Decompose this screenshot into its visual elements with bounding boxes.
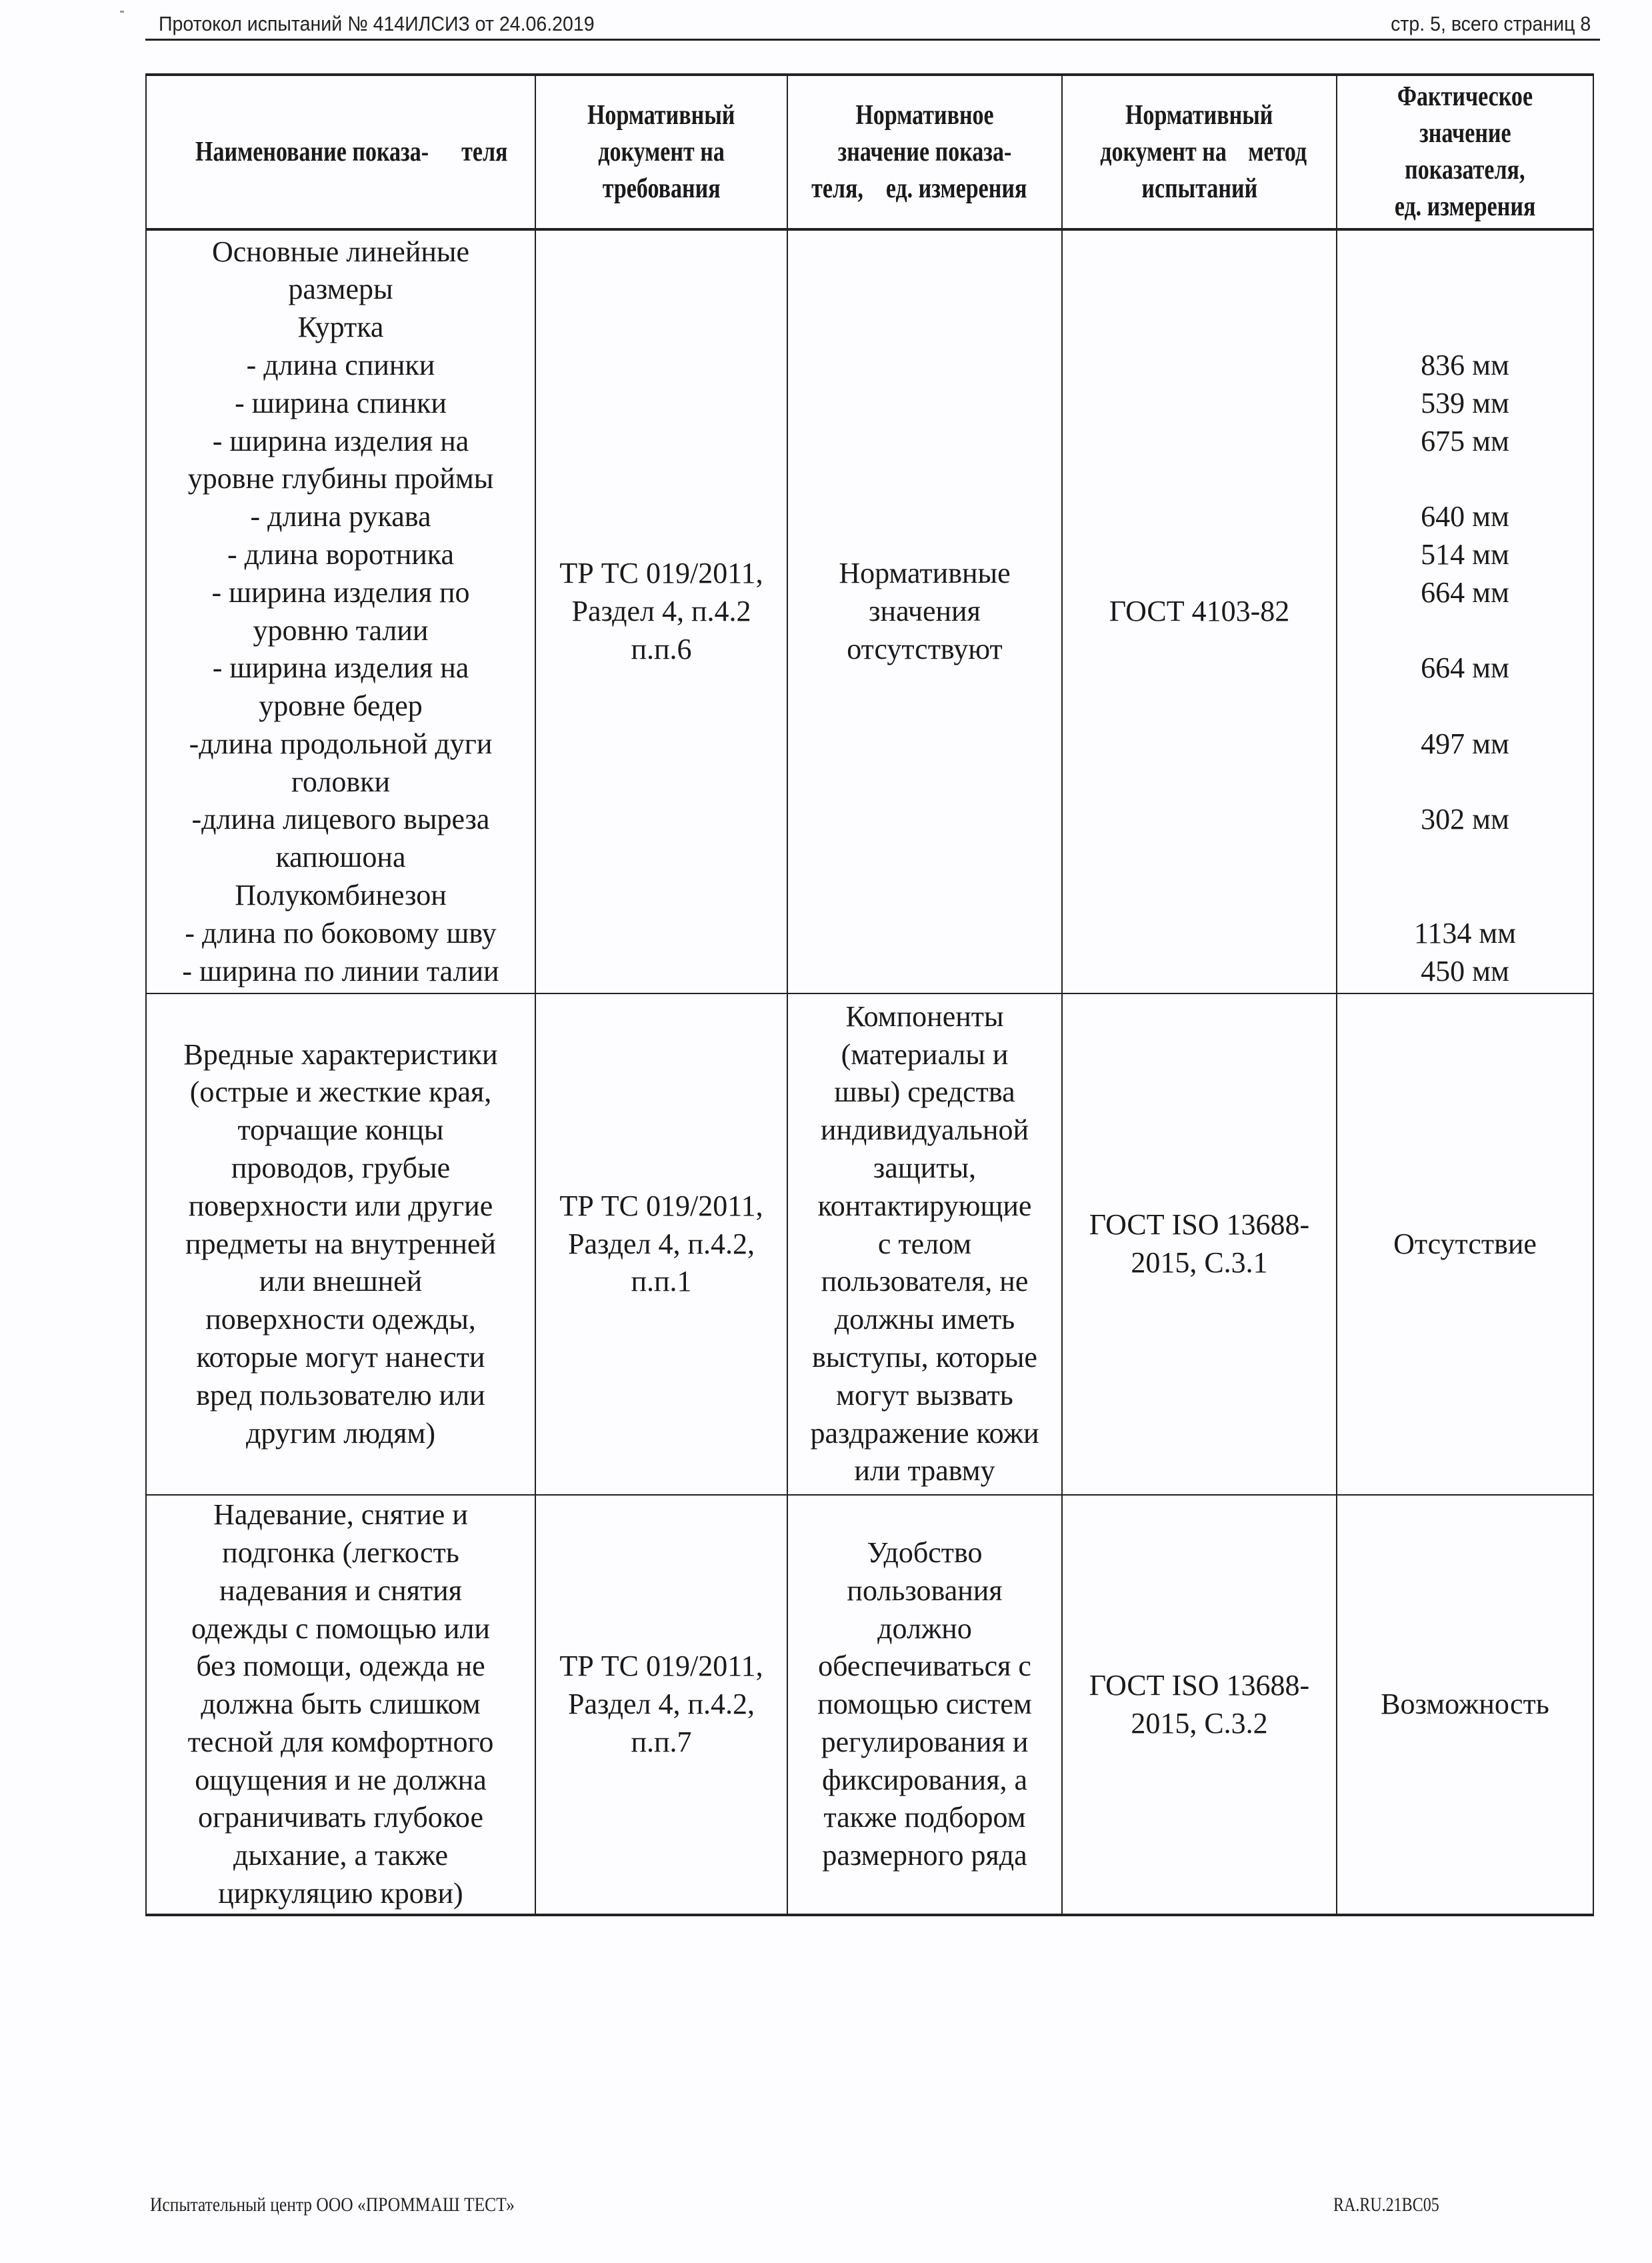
header-text: теля, (811, 173, 864, 204)
cell-text-line: без помощи, одежда не (196, 1650, 485, 1683)
cell-text-line: пользования (847, 1574, 1003, 1607)
cell-text-line: головки (291, 765, 391, 798)
header-text-line (878, 171, 1035, 207)
cell-text-line: торчащие концы (237, 1113, 444, 1147)
cell-text-line: 836 мм (1421, 348, 1509, 381)
header-text-line (1135, 171, 1263, 207)
header-text-line (579, 97, 743, 134)
cell-text-line: тесной для комфортного (187, 1725, 494, 1758)
footer-organization: Испытательный центр ООО «ПРОММАШ ТЕСТ» (150, 2194, 515, 2216)
cell-text-line: - ширина изделия на (212, 651, 469, 685)
header-text: метод (1248, 136, 1307, 167)
cell-text-line: регулирования и (821, 1725, 1029, 1758)
cell-text-line: значения (869, 595, 981, 628)
cell-text-line: Отсутствие (1393, 1227, 1537, 1260)
cell-text-line: подгонка (легкость (222, 1536, 459, 1569)
blank-line (1340, 460, 1590, 498)
cell-text-line: или внешней (259, 1265, 423, 1298)
header-text-line (459, 134, 511, 171)
header-text-line (1398, 152, 1531, 189)
cell-text-line: Возможность (1381, 1688, 1549, 1721)
cell-text-line: - ширина изделия на (212, 424, 469, 457)
cell-text-line: 664 мм (1421, 575, 1509, 609)
column-header-indicator (146, 75, 535, 229)
cell-text-line: -длина продольной дуги (189, 727, 493, 760)
column-header-actual-value (1337, 75, 1593, 229)
header-text-line (183, 134, 442, 171)
header-text: показателя, (1405, 155, 1525, 185)
cell-text-line: ТР ТС 019/2011, (559, 557, 763, 590)
cell-text-line: Компоненты (845, 999, 1004, 1033)
blank-line (1340, 763, 1590, 801)
header-text: значение (1419, 118, 1511, 149)
cell-text-line: которые могут нанести (196, 1340, 485, 1374)
cell-text-line: Удобство (867, 1536, 983, 1569)
normative-value-cell (787, 229, 1062, 993)
cell-text-line: одежды с помощью или (191, 1612, 490, 1645)
cell-text-line: уровню талии (253, 613, 429, 647)
page-info: стр. 5, всего страниц 8 (1390, 12, 1591, 35)
actual-value-cell (1337, 229, 1593, 993)
header-text-line (809, 171, 866, 207)
cell-text-line: циркуляцию крови) (218, 1877, 463, 1910)
cell-text-line: предметы на внутренней (185, 1227, 496, 1260)
cell-text-line: - длина по боковому шву (185, 916, 497, 949)
cell-text-line: должна быть слишком (201, 1688, 481, 1721)
footer-accreditation: RA.RU.21ВС05 (1333, 2194, 1439, 2216)
cell-text-line: п.п.1 (631, 1265, 692, 1298)
cell-text-line: Раздел 4, п.4.2, (567, 1688, 755, 1721)
cell-text-line: 640 мм (1421, 500, 1509, 533)
cell-text-line: 450 мм (1421, 954, 1509, 987)
header-text: Наименование показа- (195, 136, 429, 167)
requirement-doc-cell (535, 993, 787, 1495)
cell-text-line: Раздел 4, п.4.2, (567, 1227, 755, 1260)
cell-text-line: капюшона (275, 841, 406, 874)
header-text-line (1245, 134, 1310, 171)
cell-text-line: - ширина изделия по (211, 575, 470, 609)
cell-text-line: - длина спинки (246, 348, 435, 381)
cell-text-line: Надевание, снятие и (213, 1498, 468, 1532)
cell-text-line: пользователя, не (821, 1265, 1029, 1298)
header-text: документ на (1100, 136, 1227, 167)
protocol-title: Протокол испытаний № 414ИЛСИЗ от 24.06.2019 (159, 12, 595, 35)
cell-text-line: должны иметь (834, 1303, 1015, 1336)
header-text: испытаний (1141, 173, 1257, 204)
cell-text-line: раздражение кожи (810, 1416, 1039, 1450)
cell-text-line: ощущения и не должна (195, 1763, 487, 1796)
cell-text-line: ТР ТС 019/2011, (559, 1189, 763, 1222)
table-row (146, 229, 1593, 993)
normative-value-cell (787, 993, 1062, 1495)
header-text-line (1117, 97, 1281, 134)
header-text-line (1390, 79, 1541, 115)
indicator-cell (146, 1495, 535, 1915)
cell-text-line: (острые и жесткие края, (189, 1075, 492, 1109)
blank-line (1340, 839, 1590, 877)
cell-text-line: поверхности одежды, (205, 1303, 476, 1336)
indicator-cell (146, 229, 535, 993)
column-header-requirement-doc (535, 75, 787, 229)
cell-text-line: обеспечиваться с (818, 1650, 1031, 1683)
cell-text-line: могут вызвать (836, 1378, 1013, 1412)
test-results-table (145, 73, 1594, 1916)
blank-line (1340, 233, 1590, 271)
cell-text-line: помощью систем (817, 1688, 1032, 1721)
header-text-line (1414, 115, 1516, 152)
header-text: требования (602, 173, 721, 204)
cell-text-line: 2015, С.3.1 (1131, 1246, 1268, 1279)
cell-text-line: защиты, (873, 1152, 977, 1184)
cell-text-line: фиксирования, а (822, 1763, 1027, 1796)
cell-text-line: контактирующие (817, 1189, 1032, 1222)
cell-text-line: - ширина спинки (235, 386, 447, 419)
cell-text-line: проводов, грубые (231, 1152, 451, 1184)
cell-text-line: размерного ряда (822, 1839, 1027, 1872)
cell-text-line: швы) средства (834, 1075, 1015, 1109)
cell-text-line: 497 мм (1421, 727, 1509, 760)
cell-text-line: п.п.6 (631, 632, 692, 665)
table-header-row (146, 75, 1593, 229)
cell-text-line: с телом (877, 1227, 972, 1260)
cell-text-line: Раздел 4, п.4.2 (571, 595, 751, 628)
table-row (146, 1495, 1593, 1915)
cell-text-line: - ширина по линии талии (182, 954, 499, 987)
cell-text-line: поверхности или другие (188, 1189, 493, 1222)
header-text-line (848, 97, 1001, 134)
blank-line (1340, 612, 1590, 650)
cell-text-line: ГОСТ ISO 13688- (1089, 1208, 1310, 1242)
header-text: ед. измерения (886, 173, 1027, 204)
header-text: значение показа- (837, 136, 1012, 167)
header-text-line (828, 134, 1021, 171)
cell-text-line: ограничивать глубокое (197, 1801, 483, 1834)
header-text: Нормативный (587, 99, 735, 131)
actual-value-cell (1337, 1495, 1593, 1915)
cell-text-line: 1134 мм (1413, 916, 1517, 949)
requirement-doc-cell (535, 1495, 787, 1915)
header-text-line (1387, 189, 1543, 225)
cell-text-line: п.п.7 (631, 1725, 692, 1758)
cell-text-line: отсутствуют (847, 632, 1003, 665)
cell-text-line: Полукомбинезон (235, 879, 447, 912)
cell-text-line: ГОСТ 4103-82 (1109, 595, 1290, 628)
cell-text-line: 302 мм (1421, 803, 1509, 836)
cell-text-line: 539 мм (1421, 386, 1509, 419)
cell-text-line: Основные линейные (211, 235, 470, 268)
column-header-normative-value (787, 75, 1062, 229)
table-row (146, 993, 1593, 1495)
header-text: Фактическое (1397, 81, 1533, 112)
requirement-doc-cell (535, 229, 787, 993)
cell-text-line: - длина воротника (227, 537, 455, 571)
cell-text-line: ГОСТ ISO 13688- (1089, 1668, 1310, 1702)
normative-value-cell (787, 1495, 1062, 1915)
column-header-method-doc (1062, 75, 1337, 229)
cell-text-line: Куртка (297, 311, 384, 344)
cell-text-line: выступы, которые (812, 1340, 1037, 1374)
actual-value-cell (1337, 993, 1593, 1495)
header-text-line (1093, 134, 1233, 171)
blank-line (1340, 687, 1590, 725)
header-text-line (591, 134, 732, 171)
cell-text-line: индивидуальной (820, 1113, 1029, 1147)
cell-text-line: размеры (288, 273, 393, 306)
blank-line (1340, 271, 1590, 309)
scan-artifact (120, 11, 124, 13)
header-text: Нормативное (855, 99, 994, 131)
method-doc-cell (1062, 993, 1337, 1495)
cell-text-line: - длина рукава (250, 500, 431, 533)
header-text: документ на (598, 136, 725, 167)
cell-text-line: вред пользователю или (196, 1378, 485, 1412)
cell-text-line: 514 мм (1421, 537, 1509, 571)
page-header (145, 7, 1600, 41)
cell-text-line: (материалы и (841, 1037, 1009, 1071)
blank-line (1340, 877, 1590, 915)
cell-text-line: дыхание, а также (233, 1839, 449, 1872)
method-doc-cell (1062, 229, 1337, 993)
indicator-cell (146, 993, 535, 1495)
cell-text-line: -длина лицевого выреза (191, 803, 490, 836)
header-text: теля (461, 136, 508, 167)
cell-text-line: также подбором (823, 1801, 1026, 1834)
header-text: ед. измерения (1394, 191, 1536, 222)
method-doc-cell (1062, 1495, 1337, 1915)
cell-text-line: ТР ТС 019/2011, (559, 1650, 763, 1683)
cell-text-line: 675 мм (1421, 424, 1509, 457)
cell-text-line: Вредные характеристики (183, 1037, 498, 1071)
cell-text-line: 664 мм (1421, 651, 1509, 685)
cell-text-line: Нормативные (839, 557, 1011, 590)
cell-text-line: уровне глубины проймы (187, 462, 494, 495)
header-text-line (596, 171, 727, 207)
cell-text-line: уровне бедер (259, 689, 423, 723)
blank-line (1340, 309, 1590, 347)
cell-text-line: другим людям) (246, 1416, 435, 1450)
cell-text-line: надевания и снятия (219, 1574, 462, 1607)
cell-text-line: или травму (854, 1454, 995, 1488)
header-text: Нормативный (1125, 99, 1273, 131)
cell-text-line: должно (877, 1612, 972, 1645)
cell-text-line: 2015, С.3.2 (1131, 1706, 1268, 1740)
